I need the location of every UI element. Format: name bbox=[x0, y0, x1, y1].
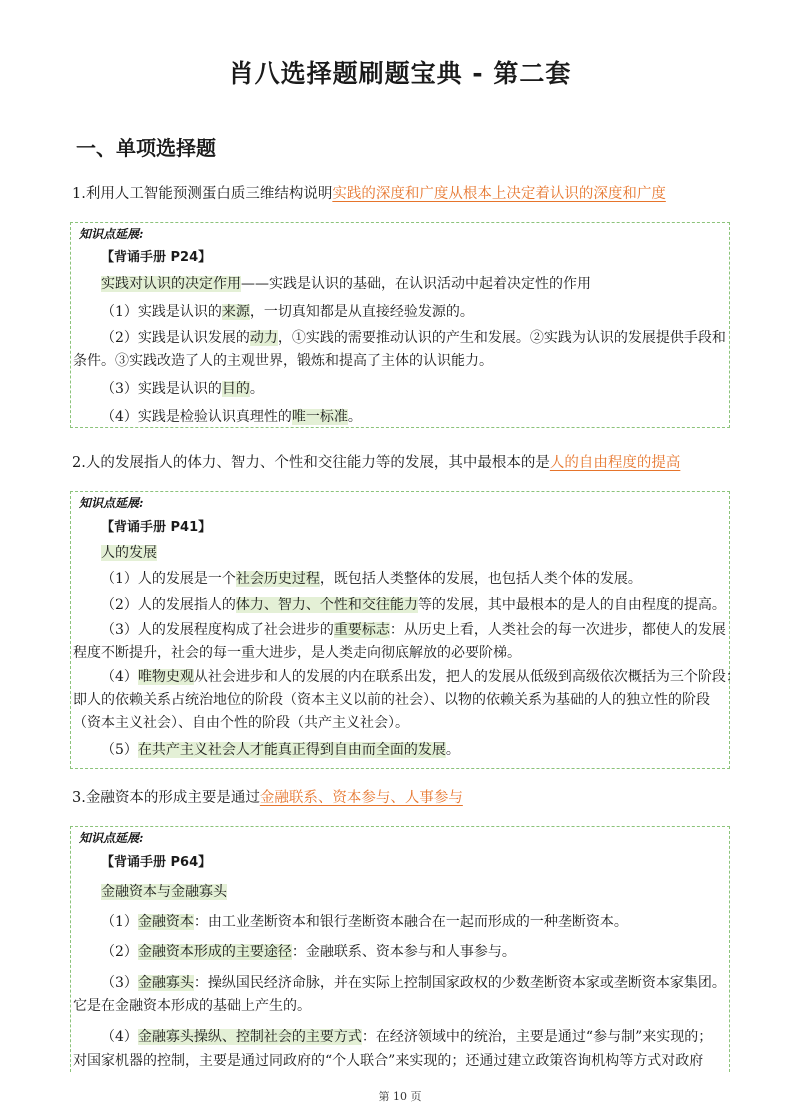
question-3 bbox=[72, 786, 463, 807]
knowledge-label: 知识点延展: bbox=[79, 831, 144, 845]
manual-reference: 【背诵手册 P24】 bbox=[101, 250, 212, 265]
knowledge-label: 知识点延展: bbox=[79, 496, 144, 510]
section-heading: 一、单项选择题 bbox=[76, 136, 216, 160]
point-4: （4）唯物史观从社会进步和人的发展的内在联系出发，把人的发展从低级到高级依次概括为三个阶段： bbox=[101, 669, 740, 685]
topic-line: 金融资本与金融寡头 bbox=[101, 884, 227, 900]
topic-line: 人的发展 bbox=[101, 545, 157, 561]
point-5: （5）在共产主义社会人才能真正得到自由而全面的发展。 bbox=[101, 742, 460, 758]
knowledge-box-3 bbox=[70, 826, 730, 1072]
point-2: （2）人的发展指人的体力、智力、个性和交往能力等的发展，其中最根本的是人的自由程度的提高。 bbox=[101, 597, 726, 613]
point-3: （3）金融寡头：操纵国民经济命脉，并在实际上控制国家政权的少数垄断资本家或垄断资本家集团。 bbox=[101, 975, 726, 991]
manual-reference: 【背诵手册 P41】 bbox=[101, 520, 212, 535]
question-answer: 实践的深度和广度从根本上决定着认识的深度和广度 bbox=[332, 186, 666, 202]
document-title: 肖八选择题刷题宝典 - 第二套 bbox=[228, 59, 572, 88]
topic-line: 实践对认识的决定作用——实践是认识的基础，在认识活动中起着决定性的作用 bbox=[101, 276, 591, 292]
question-2 bbox=[72, 451, 680, 472]
manual-reference: 【背诵手册 P64】 bbox=[101, 855, 212, 870]
point-3: （3）实践是认识的目的。 bbox=[101, 381, 264, 397]
question-answer: 金融联系、资本参与、人事参与 bbox=[259, 790, 463, 806]
knowledge-label: 知识点延展: bbox=[79, 227, 144, 241]
point-1: （1）金融资本：由工业垄断资本和银行垄断资本融合在一起而形成的一种垄断资本。 bbox=[101, 914, 628, 930]
question-1 bbox=[72, 182, 666, 203]
point-1: （1）实践是认识的来源，一切真知都是从直接经验发源的。 bbox=[101, 304, 474, 320]
point-4: （4）金融寡头操纵、控制社会的主要方式：在经济领域中的统治，主要是通过“参与制”来实现的； bbox=[101, 1029, 713, 1045]
question-stem: 2.人的发展指人的体力、智力、个性和交往能力等的发展，其中最根本的是 bbox=[72, 455, 550, 471]
point-2: （2）实践是认识发展的动力，①实践的需要推动认识的产生和发展。②实践为认识的发展提供手段和 bbox=[101, 330, 726, 346]
point-4-cont2: （资本主义社会）、自由个性的阶段（共产主义社会）。 bbox=[73, 715, 409, 731]
point-3: （3）人的发展程度构成了社会进步的重要标志：从历史上看，人类社会的每一次进步，都使人的发展 bbox=[101, 622, 726, 638]
point-2-cont: 条件。③实践改造了人的主观世界，锻炼和提高了主体的认识能力。 bbox=[73, 353, 493, 369]
point-2: （2）金融资本形成的主要途径：金融联系、资本参与和人事参与。 bbox=[101, 944, 516, 960]
question-answer: 人的自由程度的提高 bbox=[549, 455, 681, 471]
point-3-cont: 它是在金融资本形成的基础上产生的。 bbox=[73, 998, 311, 1014]
question-stem: 3.金融资本的形成主要是通过 bbox=[72, 790, 260, 806]
point-4: （4）实践是检验认识真理性的唯一标准。 bbox=[101, 409, 362, 425]
page-number: 第 10 页 bbox=[378, 1090, 422, 1103]
point-3-cont: 程度不断提升，社会的每一重大进步，是人类走向彻底解放的必要阶梯。 bbox=[73, 645, 521, 661]
point-1: （1）人的发展是一个社会历史过程，既包括人类整体的发展，也包括人类个体的发展。 bbox=[101, 571, 642, 587]
question-stem: 1.利用人工智能预测蛋白质三维结构说明 bbox=[72, 186, 333, 202]
knowledge-box-2 bbox=[70, 491, 740, 769]
point-4-cont: 对国家机器的控制，主要是通过同政府的“个人联合”来实现的；还通过建立政策咨询机构等方式对政府 bbox=[73, 1053, 704, 1069]
knowledge-box-1 bbox=[70, 222, 730, 428]
point-4-cont: 即人的依赖关系占统治地位的阶段（资本主义以前的社会）、以物的依赖关系为基础的人的独立性的阶段 bbox=[73, 692, 710, 708]
